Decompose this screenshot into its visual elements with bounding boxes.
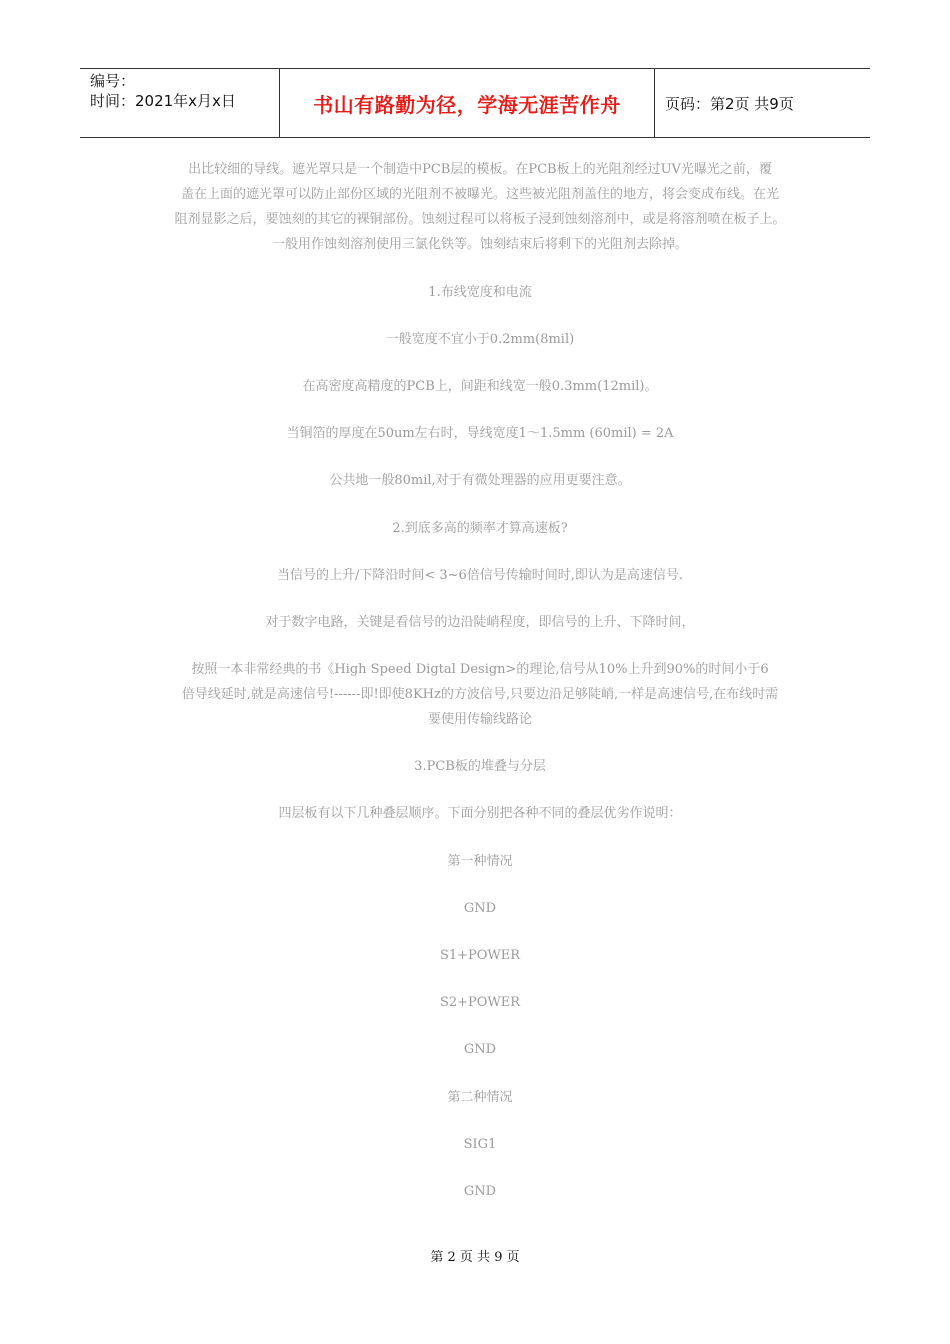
section-2-paragraph-line: 要使用传输线路论 bbox=[427, 712, 532, 727]
intro-line: 出比较细的导线。遮光罩只是一个制造中PCB层的模板。在PCB板上的光阻剂经过UV光曝光之前，覆 bbox=[188, 162, 772, 177]
layer-item: GND bbox=[463, 1042, 497, 1057]
layer-item: SIG1 bbox=[463, 1137, 497, 1152]
intro-line: 阻剂显影之后，要蚀刻的其它的裸铜部份。蚀刻过程可以将板子浸到蚀刻溶剂中，或是将溶剂喷在板子上。 bbox=[174, 212, 786, 227]
header-motto: 书山有路勤为径，学海无涯苦作舟 bbox=[280, 69, 655, 137]
section-1-line: 公共地一般80mil,对于有微处理器的应用更要注意。 bbox=[329, 473, 631, 488]
section-3-title: 3.PCB板的堆叠与分层 bbox=[414, 759, 546, 774]
intro-paragraph bbox=[140, 157, 820, 257]
layer-item: GND bbox=[463, 901, 497, 916]
section-1-line: 一般宽度不宜小于0.2mm(8mil) bbox=[385, 332, 575, 347]
header-meta bbox=[80, 69, 280, 137]
section-1-line: 当铜箔的厚度在50um左右时，导线宽度1～1.5mm (60mil) = 2A bbox=[286, 426, 674, 441]
section-2-paragraph-line: 倍导线延时,就是高速信号!------即!即使8KHz的方波信号,只要边沿足够陡峭,一样是高速信号,在布线时需 bbox=[181, 687, 779, 702]
section-2-line: 当信号的上升/下降沿时间< 3~6倍信号传输时间时,即认为是高速信号. bbox=[276, 568, 684, 583]
header-page-info: 页码：第2页 共9页 bbox=[665, 94, 794, 113]
case-1-title: 第一种情况 bbox=[447, 854, 513, 869]
layer-item: S2+POWER bbox=[439, 995, 521, 1010]
case-2-title: 第二种情况 bbox=[447, 1090, 513, 1105]
layer-item: GND bbox=[463, 1184, 497, 1199]
section-3-line: 四层板有以下几种叠层顺序。下面分别把各种不同的叠层优劣作说明： bbox=[278, 806, 682, 821]
layer-item: S1+POWER bbox=[439, 948, 521, 963]
section-2-paragraph-line: 按照一本非常经典的书《High Speed Digtal Design>的理论,信号从10%上升到90%的时间小于6 bbox=[191, 662, 769, 677]
intro-line: 盖在上面的遮光罩可以防止部份区域的光阻剂不被曝光。这些被光阻剂盖住的地方，将会变成布线。在光 bbox=[180, 187, 779, 202]
number-label: 编号： bbox=[90, 72, 136, 90]
section-2-line: 对于数字电路，关键是看信号的边沿陡峭程度，即信号的上升、下降时间， bbox=[265, 615, 695, 630]
section-1-title: 1.布线宽度和电流 bbox=[428, 285, 532, 300]
page-footer: 第 2 页 共 9 页 bbox=[430, 1250, 520, 1265]
time-label: 时间：2021年x月x日 bbox=[90, 92, 236, 110]
intro-line: 一般用作蚀刻溶剂使用三氯化铁等。蚀刻结束后将剩下的光阻剂去除掉。 bbox=[271, 237, 688, 252]
section-1-line: 在高密度高精度的PCB上，间距和线宽一般0.3mm(12mil)。 bbox=[302, 379, 658, 394]
document-header bbox=[80, 68, 870, 138]
section-2-title: 2.到底多高的频率才算高速板? bbox=[392, 521, 568, 536]
